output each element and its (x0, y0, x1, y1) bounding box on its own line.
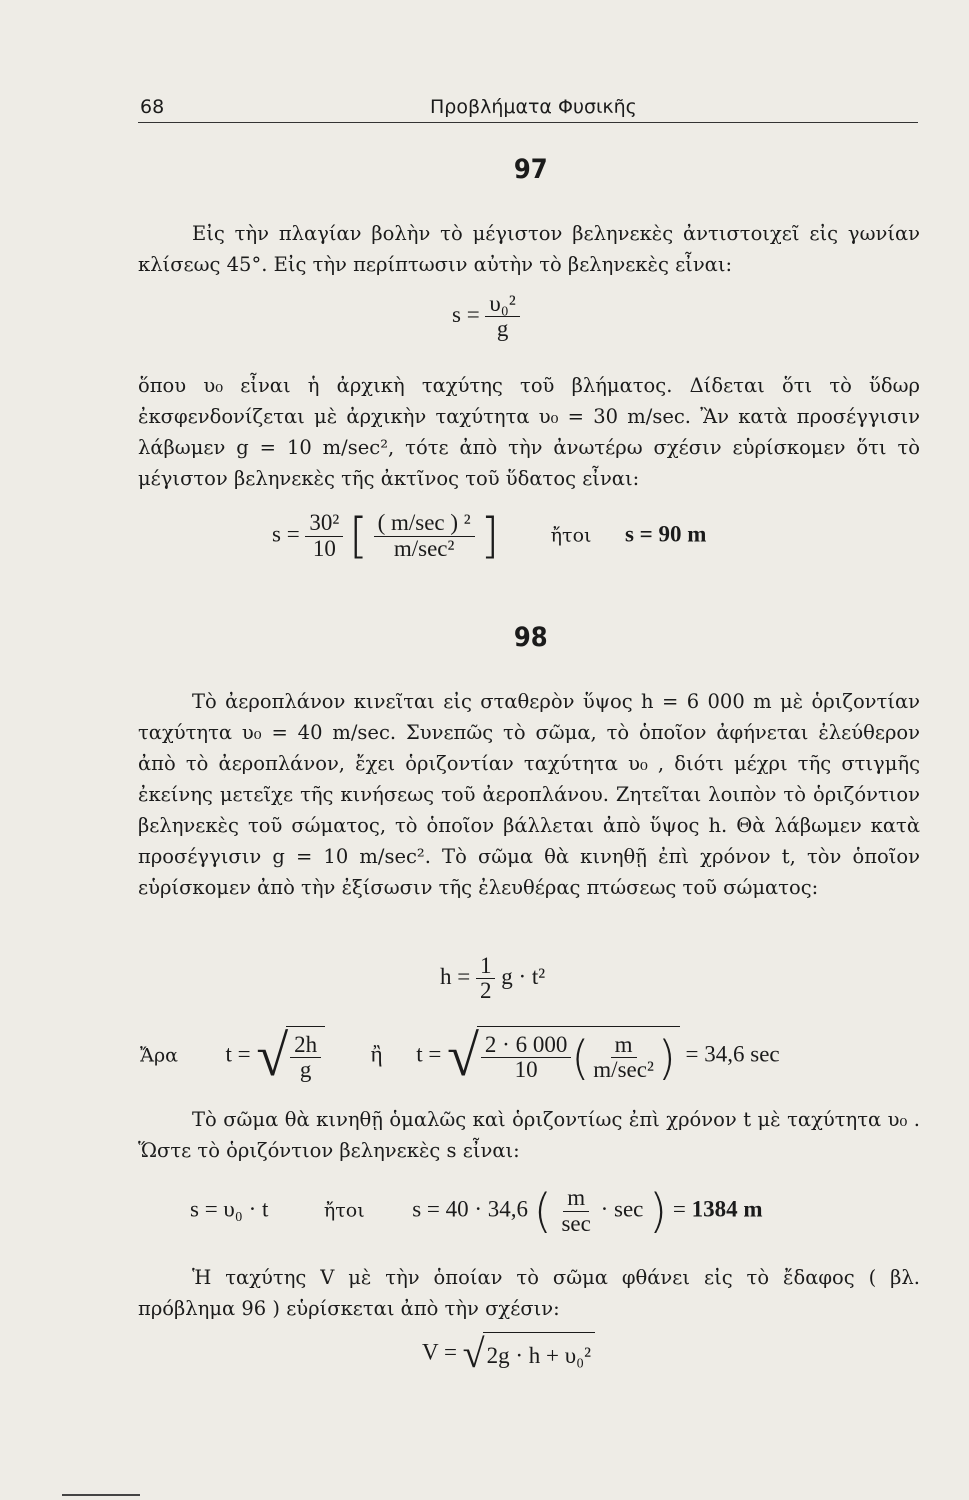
problem-98-paragraph-3: Ἡ ταχύτης V μὲ τὴν ὁποίαν τὸ σῶμα φθάνει εἰς τὸ ἔδαφος ( βλ. πρόβλημα 96 ) εὑρίσκεται ἀπὸ τὴν σχέσιν: (138, 1266, 920, 1320)
eq-numerator: υ₀² (485, 292, 519, 317)
eq-sqrt (463, 1332, 595, 1376)
eq-hitoi: ἤτοι (550, 524, 592, 547)
eq-numerator: 2 · 6 000 (481, 1033, 571, 1058)
radicand (477, 1026, 680, 1086)
eq-lhs: h = (440, 963, 471, 989)
problem-98-equation-2 (140, 1023, 780, 1088)
eq-fraction (481, 1033, 571, 1082)
left-paren: ( (533, 1184, 552, 1238)
unit-denominator: m/sec² (593, 1057, 654, 1082)
radicand (286, 1026, 325, 1086)
header-rule (138, 122, 918, 123)
eq-lhs: s = υ₀ · t (190, 1196, 269, 1222)
eq-lhs: V = (422, 1339, 457, 1365)
eq-fraction (290, 1033, 321, 1082)
eq-rest: g · t² (501, 963, 546, 989)
problem-97-paragraph-2: ὅπου υ₀ εἶναι ἡ ἀρχικὴ ταχύτης τοῦ βλήματος. Δίδεται ὅτι τὸ ὕδωρ ἐκσφενδονίζεται μὲ ἀρχικὴν ταχύτητα υ₀ = 30 m/sec. Ἂν κατὰ προσέγγισιν λάβωμεν g = 10 m/sec², τότε ἀπὸ τὴν ἀνωτέρω σχέσιν εὑρίσκομεν ὅτι τὸ μέγιστον βεληνεκὲς τῆς ἀκτῖνος τοῦ ὕδατος εἶναι: (138, 374, 920, 490)
eq-or: ἢ (370, 1041, 383, 1067)
right-paren: ) (657, 1030, 676, 1085)
eq-result: = 34,6 sec (685, 1041, 780, 1067)
radicand: 2g · h + υ₀² (483, 1332, 595, 1376)
eq-sec: · sec (600, 1196, 644, 1222)
eq-unit-fraction (589, 1033, 658, 1082)
footer-rule (62, 1494, 140, 1496)
eq-denominator: g (496, 316, 509, 342)
eq-denominator: 2 (479, 978, 492, 1004)
eq-t2-lhs: t = (416, 1041, 442, 1067)
eq-numerator: 30² (305, 511, 343, 536)
problem-97-paragraph-1: Εἰς τὴν πλαγίαν βολὴν τὸ μέγιστον βεληνεκὲς ἀντιστοιχεῖ εἰς γωνίαν κλίσεως 45°. Εἰς τὴν περίπτωσιν αὐτὴν τὸ βεληνεκὲς εἶναι: (138, 222, 920, 276)
eq-fraction (485, 292, 519, 341)
unit-denominator: m/sec² (393, 535, 455, 561)
right-bracket: ] (480, 508, 500, 564)
problem-98-equation-4 (422, 1332, 595, 1376)
right-paren: ) (649, 1184, 668, 1238)
eq-denominator: g (299, 1057, 312, 1082)
eq-lhs: s = (272, 521, 300, 547)
unit-numerator: m (611, 1033, 637, 1058)
eq-result: s = 90 m (624, 521, 707, 547)
eq-unit-fraction (557, 1186, 594, 1235)
unit-denominator: sec (561, 1210, 591, 1236)
eq-result: 1384 m (691, 1196, 763, 1222)
eq-denominator: 10 (514, 1057, 538, 1082)
problem-97-equation-2 (272, 508, 706, 564)
left-paren: ( (571, 1030, 590, 1085)
unit-numerator: m (563, 1186, 589, 1211)
problem-98-number: 98 (513, 622, 548, 653)
eq-numerator: 2h (290, 1033, 321, 1058)
eq-lhs: s = (452, 301, 480, 327)
eq-sqrt (256, 1023, 325, 1088)
eq-sqrt-2 (447, 1023, 680, 1088)
problem-98-equation-3 (190, 1184, 763, 1238)
page-number: 68 (140, 96, 165, 118)
eq-ara: Ἄρα (140, 1044, 178, 1067)
eq-fraction (305, 511, 343, 560)
radical-sign: √ (447, 1023, 479, 1088)
problem-97-equation-1 (452, 292, 520, 341)
unit-numerator: ( m/sec ) ² (374, 511, 475, 536)
radical-sign: √ (462, 1331, 485, 1376)
eq-denominator: 10 (312, 535, 336, 561)
eq-fraction (476, 954, 496, 1003)
eq-equals: = (672, 1196, 686, 1222)
radical-sign: √ (256, 1023, 289, 1088)
eq-numerator: 1 (476, 954, 496, 979)
problem-97-number: 97 (513, 154, 548, 185)
eq-hitoi: ἤτοι (323, 1199, 365, 1222)
running-header-title: Προβλήματα Φυσικῆς (430, 96, 637, 118)
problem-98-paragraph-1: Τὸ ἀεροπλάνον κινεῖται εἰς σταθερὸν ὕψος h = 6 000 m μὲ ὁριζοντίαν ταχύτητα υ₀ = 40 m/sec. Συνεπῶς τὸ σῶμα, τὸ ὁποῖον ἀφήνεται ἐλεύθερον ἀπὸ τὸ ἀεροπλάνον, ἔχει ὁριζοντίαν ταχύτητα υ₀ , διότι μέχρι τῆς στιγμῆς ἐκείνης μετεῖχε τῆς κινήσεως τοῦ ἀεροπλάνου. Ζητεῖται λοιπὸν τὸ ὁριζόντιον βεληνεκὲς τοῦ σώματος, τὸ ὁποῖον βάλλεται ἀπὸ ὕψος h. Θὰ λάβωμεν κατὰ προσέγγισιν g = 10 m/sec². Τὸ σῶμα θὰ κινηθῇ ἐπὶ χρόνον t, τὸν ὁποῖον εὑρίσκομεν ἀπὸ τὴν ἐξίσωσιν τῆς ἐλευθέρας πτώσεως τοῦ σώματος: (138, 690, 920, 899)
eq-mid: s = 40 · 34,6 (412, 1196, 529, 1222)
eq-t-lhs: t = (225, 1041, 251, 1067)
problem-98-equation-1 (440, 954, 545, 1003)
left-bracket: [ (349, 508, 368, 564)
problem-98-paragraph-2: Τὸ σῶμα θὰ κινηθῇ ὁμαλῶς καὶ ὁριζοντίως ἐπὶ χρόνον t μὲ ταχύτητα υ₀ . Ὥστε τὸ ὁριζόντιον βεληνεκὲς s εἶναι: (138, 1108, 920, 1162)
eq-unit-fraction (374, 511, 475, 560)
